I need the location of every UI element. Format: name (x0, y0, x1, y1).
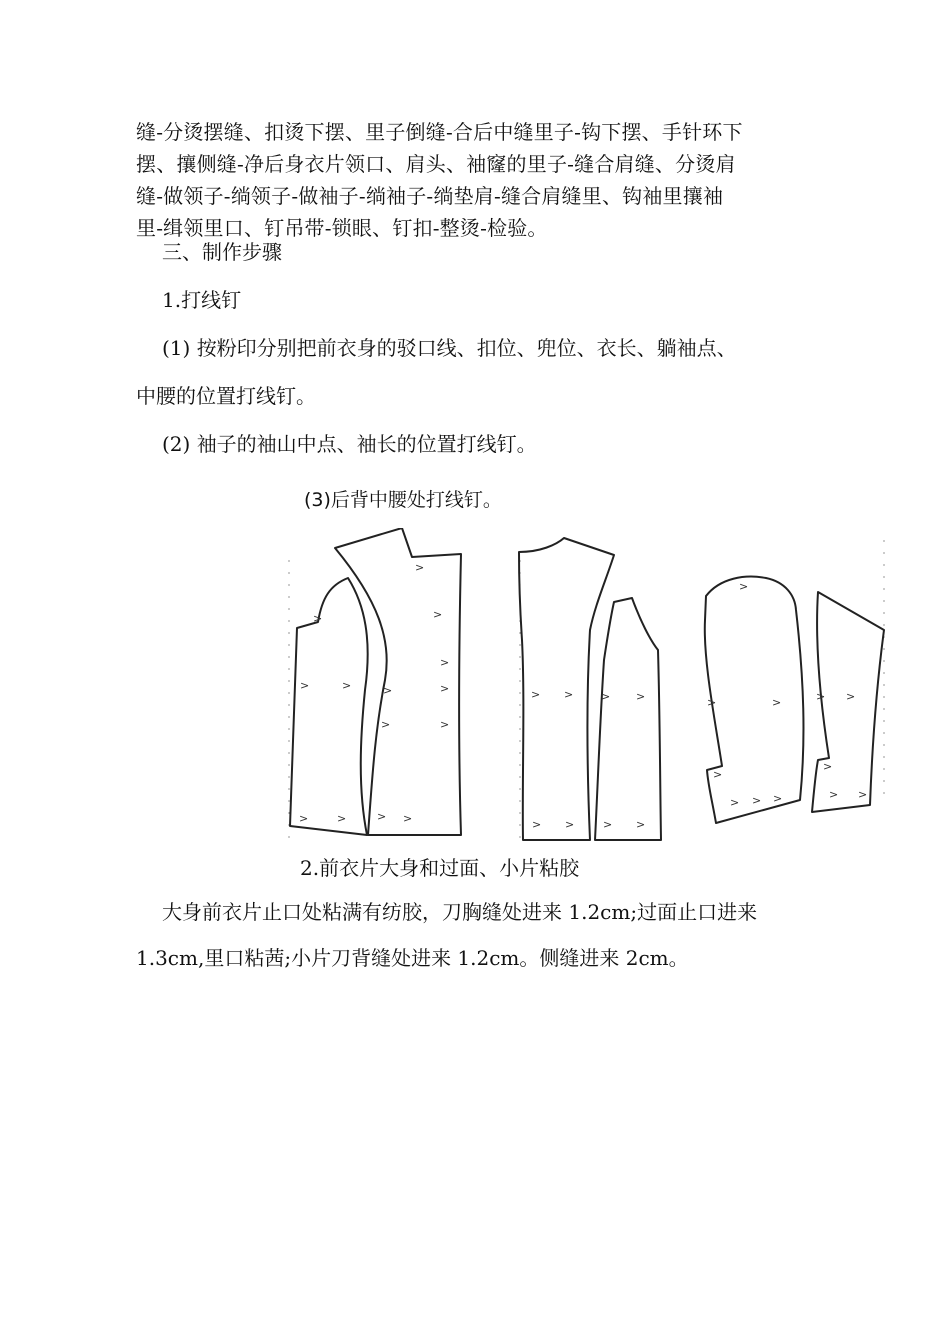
tack-mark: > (601, 690, 611, 703)
process-line: 摆、攘侧缝-净后身衣片领口、肩头、袖窿的里子-缝合肩缝、分烫肩 (136, 152, 736, 176)
tack-mark: > (713, 768, 723, 781)
figure-caption: 2.前衣片大身和过面、小片粘胶 (300, 856, 580, 880)
tack-mark: > (773, 792, 783, 805)
tack-mark: > (564, 688, 574, 701)
step-item-3: (3)后背中腰处打线钉。 (304, 489, 502, 511)
tack-mark: > (342, 679, 352, 692)
pattern-pieces-drawing (280, 528, 900, 848)
tack-mark: > (381, 718, 391, 731)
tack-mark: > (531, 688, 541, 701)
tack-mark: > (337, 812, 347, 825)
tack-mark: > (752, 794, 762, 807)
tack-mark: > (739, 580, 749, 593)
tack-mark: > (823, 760, 833, 773)
small-side-piece (595, 598, 661, 840)
tack-mark: > (603, 818, 613, 831)
tack-mark: > (377, 810, 387, 823)
tack-mark: > (829, 788, 839, 801)
tack-mark: > (440, 682, 450, 695)
tack-mark: > (440, 718, 450, 731)
tack-mark: > (383, 684, 393, 697)
tack-mark: > (846, 690, 856, 703)
top-sleeve-piece (705, 577, 804, 823)
tack-mark: > (730, 796, 740, 809)
tack-mark: > (403, 812, 413, 825)
process-line: 缝-分烫摆缝、扣烫下摆、里子倒缝-合后中缝里子-钩下摆、手针环下 (136, 120, 743, 144)
tack-mark: > (816, 690, 826, 703)
tack-mark: > (707, 696, 717, 709)
tack-mark: > (636, 818, 646, 831)
step-item-1: (1) 按粉印分别把前衣身的驳口线、扣位、兜位、衣长、躺袖点、 (162, 336, 737, 360)
step-item-2: (2) 袖子的袖山中点、袖长的位置打线钉。 (162, 432, 537, 456)
tack-mark: > (313, 612, 323, 625)
step-heading: 1.打线钉 (162, 288, 242, 312)
tack-mark: > (433, 608, 443, 621)
process-line: 里-缉领里口、钉吊带-锁眼、钉扣-整烫-检验。 (136, 216, 548, 240)
section-heading: 三、制作步骤 (162, 240, 282, 264)
fusing-paragraph-line-2: 1.3cm,里口粘茜;小片刀背缝处进来 1.2cm。侧缝进来 2cm。 (136, 946, 689, 970)
step-item-1-continued: 中腰的位置打线钉。 (136, 384, 316, 408)
thread-tack-marks (299, 561, 867, 831)
tack-mark: > (299, 812, 309, 825)
process-paragraph (136, 116, 826, 244)
tack-mark: > (858, 788, 868, 801)
pattern-pieces-figure (280, 528, 900, 848)
tack-mark: > (440, 656, 450, 669)
process-line: 缝-做领子-绱领子-做袖子-绱袖子-绱垫肩-缝合肩缝里、钩袖里攘袖 (136, 184, 724, 208)
tack-mark: > (565, 818, 575, 831)
tack-mark: > (636, 690, 646, 703)
side-panel-piece (290, 578, 368, 835)
fusing-paragraph-line-1: 大身前衣片止口处粘满有纺胶，刀胸缝处进来 1.2cm;过面止口进来 (162, 900, 758, 924)
tack-mark: > (772, 696, 782, 709)
tack-mark: > (415, 561, 425, 574)
tack-mark: > (300, 679, 310, 692)
tack-mark: > (532, 818, 542, 831)
